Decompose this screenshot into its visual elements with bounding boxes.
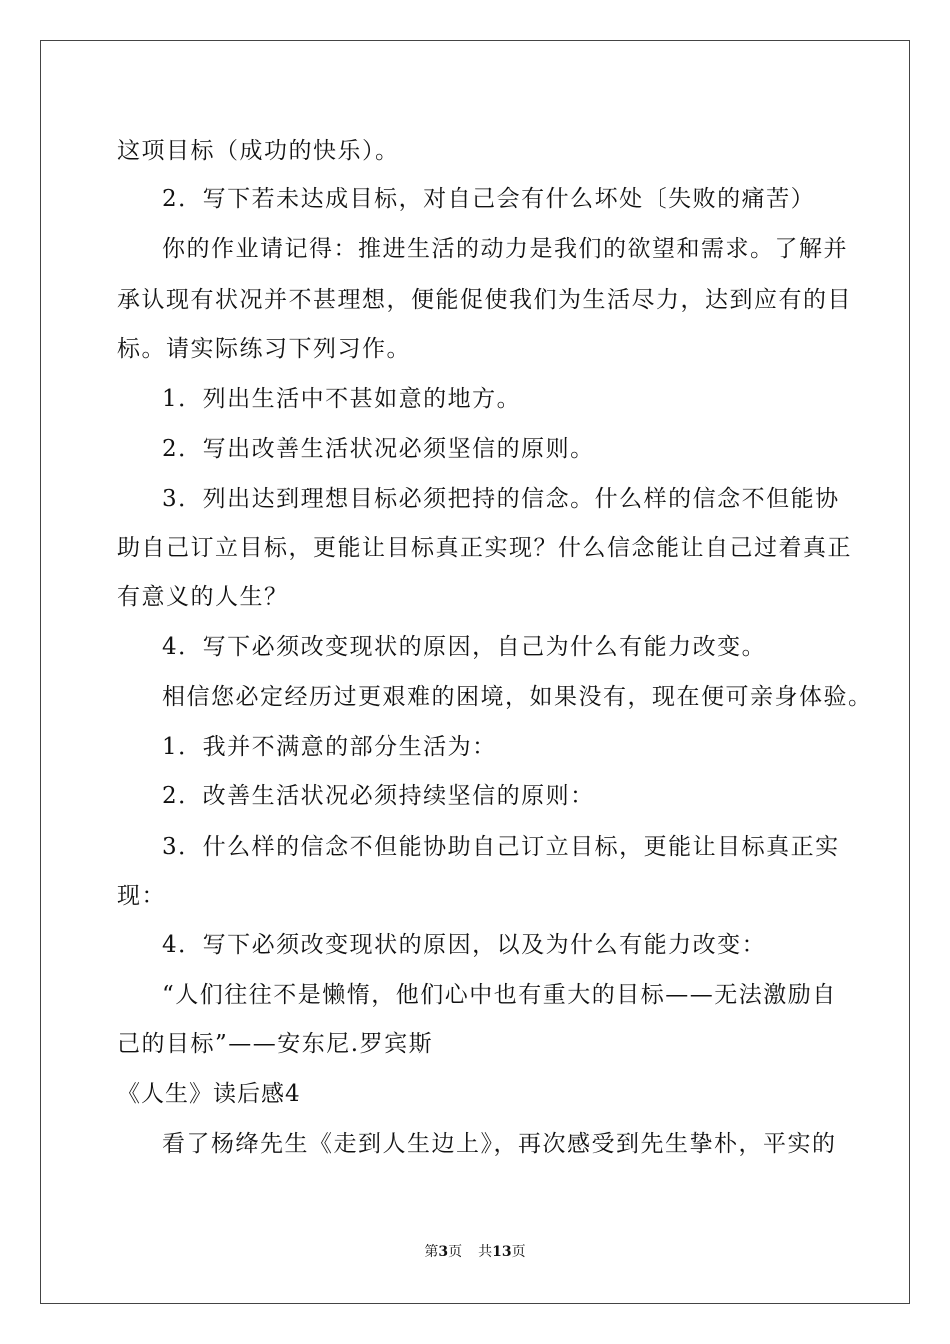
page-border	[40, 40, 910, 1304]
text-line: 你的作业请记得：推进生活的动力是我们的欲望和需求。了解并	[162, 236, 848, 262]
footer-total-suffix: 页	[511, 1244, 526, 1260]
text-line: 4．写下必须改变现状的原因，自己为什么有能力改变。	[162, 634, 767, 660]
text-line: 2．写出改善生活状况必须坚信的原则。	[162, 436, 595, 462]
text-line: 4．写下必须改变现状的原因，以及为什么有能力改变：	[162, 932, 767, 958]
text-line: 承认现有状况并不甚理想，便能促使我们为生活尽力，达到应有的目	[117, 287, 852, 313]
text-line: 己的目标”——安东尼.罗宾斯	[117, 1031, 434, 1057]
text-line: 看了杨绛先生《走到人生边上》，再次感受到先生挚朴，平实的	[162, 1131, 837, 1157]
text-line: 2．改善生活状况必须持续坚信的原则：	[162, 783, 595, 809]
text-line: 相信您必定经历过更艰难的困境，如果没有，现在便可亲身体验。	[162, 684, 873, 710]
text-line: 助自己订立目标，更能让目标真正实现？什么信念能让自己过着真正	[117, 535, 852, 561]
page-footer	[0, 1243, 950, 1261]
footer-page-number: 3	[438, 1244, 449, 1260]
footer-total-prefix: 共	[478, 1244, 493, 1260]
text-line: 有意义的人生？	[117, 584, 289, 610]
text-line: 1．列出生活中不甚如意的地方。	[162, 386, 522, 412]
text-line: 1．我并不满意的部分生活为：	[162, 734, 497, 760]
text-line: 3．什么样的信念不但能协助自己订立目标，更能让目标真正实	[162, 834, 840, 860]
text-line: 这项目标（成功的快乐）。	[117, 138, 400, 164]
footer-total-pages: 13	[492, 1244, 512, 1260]
text-line: 3．列出达到理想目标必须把持的信念。什么样的信念不但能协	[162, 486, 840, 512]
footer-page-prefix: 第	[424, 1244, 439, 1260]
section-heading: 《人生》读后感4	[117, 1081, 301, 1107]
text-line: 现：	[117, 883, 166, 909]
text-line: “人们往往不是懒惰，他们心中也有重大的目标——无法激励自	[162, 982, 837, 1008]
text-line: 2．写下若未达成目标，对自己会有什么坏处〔失败的痛苦）	[162, 186, 816, 212]
footer-page-suffix: 页	[448, 1244, 463, 1260]
text-line: 标。请实际练习下列习作。	[117, 336, 411, 362]
